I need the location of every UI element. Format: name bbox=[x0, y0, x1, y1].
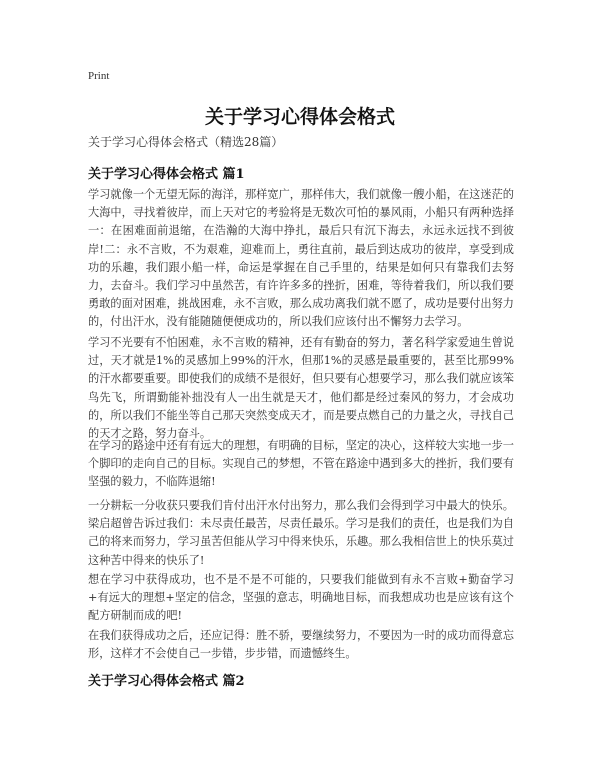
paragraph: 学习不光要有不怕困难，永不言败的精神，还有有勤奋的努力，著名科学家爱迪生曾说过，天才就是1%的灵感加上99%的汗水，但那1%的灵感是最重要的，甚至比那99%的汗水都要重要。即使我们的成绩不是很好，但只要有心想要学习，那么我们就应该笨鸟先飞，所谓勤能补拙没有人一出生就是天才，他们都是经过秦风的努力，才会成功的，所以我们不能坐等自己那天突然变成天才，而是要点燃自己的力量之火，寻找自己的天才之路，努力奋斗。 bbox=[88, 336, 514, 441]
paragraph: 在学习的路途中还有有远大的理想，有明确的目标，坚定的决心，这样较大实地一步一个脚印的走向自己的目标。实现自己的梦想，不管在路途中遇到多大的挫折，我们要有坚强的毅力，不临阵退缩! bbox=[88, 439, 514, 489]
page-subtitle: 关于学习心得体会格式（精选28篇） bbox=[88, 135, 284, 149]
section-heading-1: 关于学习心得体会格式 篇1 bbox=[88, 167, 245, 182]
paragraph: 学习就像一个无望无际的海洋，那样宽广，那样伟大，我们就像一艘小船，在这迷茫的大海中，寻找着彼岸，而上天对它的考验将是无数次可怕的暴风雨，小船只有两种选择一：在困难面前退缩，在浩瀚的大海中挣扎，最后只有沉下海去，永远永远找不到彼岸!二：永不言败，不为艰难，迎难而上，勇往直前，最后到达成功的彼岸，享受到成功的乐趣，我们跟小船一样，命运是掌握在自己手里的，结果是如何只有靠我们去努力，去奋斗。我们学习中虽然苦，有许许多多的挫折，困难，等待着我们，所以我们要勇敢的面对困难，挑战困难，永不言败，那么成功离我们就不愿了，成功是要付出努力的，付出汗水，没有能随随便便成功的，所以我们应该付出不懈努力去学习。 bbox=[88, 188, 514, 329]
paragraph: 在我们获得成功之后，还应记得：胜不骄，要继续努力，不要因为一时的成功而得意忘形，这样才不会使自己一步错，步步错，而遗憾终生。 bbox=[88, 629, 514, 661]
paragraph: 想在学习中获得成功，也不是不是不可能的，只要我们能做到有永不言败+勤奋学习+有远大的理想+坚定的信念，坚强的意志，明确地目标，而我想成功也是应该有这个配方研制而成的吧! bbox=[88, 573, 514, 623]
page-title: 关于学习心得体会格式 bbox=[204, 106, 395, 128]
section-heading-2: 关于学习心得体会格式 篇2 bbox=[88, 674, 245, 689]
paragraph: 一分耕耘一分收获只要我们肯付出汗水付出努力，那么我们会得到学习中最大的快乐。梁启超曾告诉过我们：未尽责任最苦，尽责任最乐。学习是我们的责任，也是我们为自己的将来而努力，学习虽苦但能从学习中得来快乐，乐趣。那么我相信世上的快乐莫过这种苦中得来的快乐了! bbox=[88, 499, 514, 567]
print-link[interactable]: Print bbox=[88, 70, 110, 82]
